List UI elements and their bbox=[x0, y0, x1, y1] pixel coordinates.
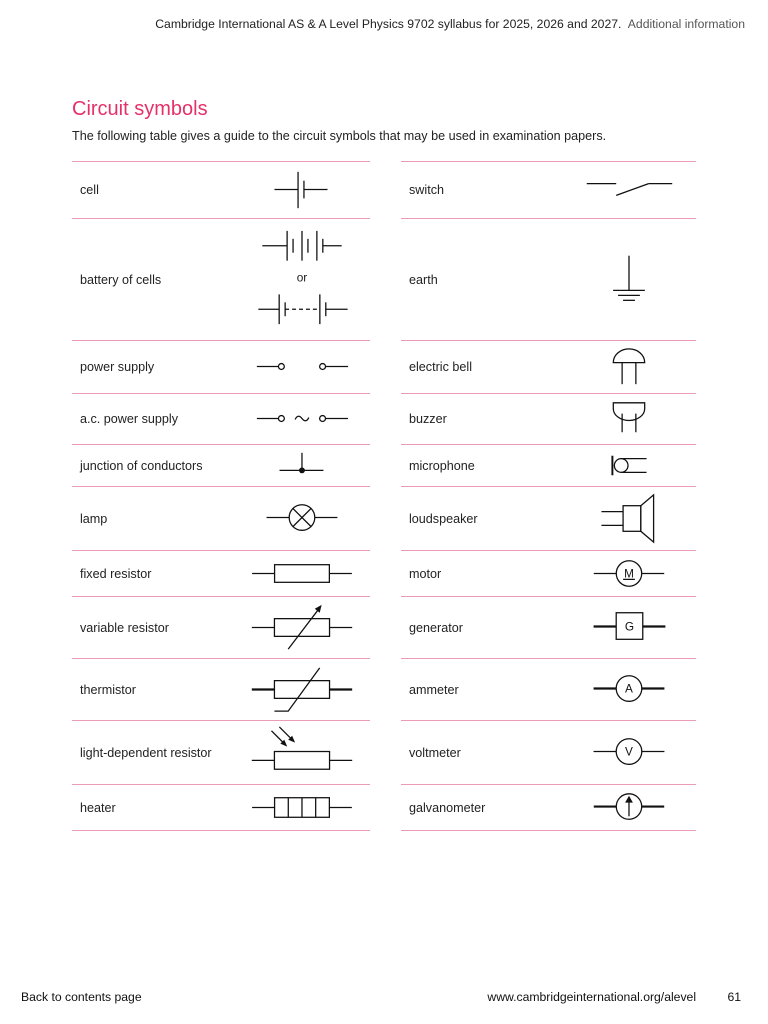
motor-icon bbox=[561, 551, 696, 596]
symbol-label: microphone bbox=[409, 458, 475, 473]
cell-icon bbox=[232, 162, 370, 218]
galvanometer-icon bbox=[561, 785, 696, 830]
symbol-label: voltmeter bbox=[409, 745, 461, 760]
footer-right bbox=[487, 990, 741, 1004]
table-row bbox=[72, 445, 370, 487]
lamp-icon bbox=[232, 487, 370, 550]
table-row bbox=[401, 445, 696, 487]
junction-icon bbox=[232, 445, 370, 486]
heater-icon bbox=[232, 785, 370, 830]
header-text: Cambridge International AS & A Level Physics 9702 syllabus for 2025, 2026 and 2027. bbox=[155, 17, 622, 31]
buzzer-icon bbox=[561, 394, 696, 444]
symbol-label: earth bbox=[409, 272, 438, 287]
battery-icon bbox=[232, 219, 370, 340]
back-to-contents-link[interactable]: Back to contents page bbox=[21, 990, 142, 1004]
page-number: 61 bbox=[727, 990, 741, 1004]
table-row bbox=[401, 785, 696, 831]
header-section: Additional information bbox=[627, 17, 745, 31]
ammeter-icon bbox=[561, 659, 696, 720]
symbol-label: power supply bbox=[80, 360, 155, 374]
motor-letter: M bbox=[624, 567, 634, 581]
fixed-resistor-icon bbox=[232, 551, 370, 596]
earth-icon bbox=[561, 219, 696, 340]
table-row bbox=[401, 162, 696, 219]
table-row bbox=[72, 162, 370, 219]
ac-power-supply-icon bbox=[232, 394, 370, 444]
symbol-label: cell bbox=[80, 183, 99, 197]
table-row bbox=[72, 394, 370, 445]
loudspeaker-icon bbox=[561, 487, 696, 550]
table-row bbox=[72, 219, 370, 341]
table-row bbox=[401, 394, 696, 445]
electric-bell-icon bbox=[561, 341, 696, 393]
power-supply-icon bbox=[232, 341, 370, 393]
symbol-label: loudspeaker bbox=[409, 511, 478, 526]
table-row bbox=[401, 597, 696, 659]
website-link[interactable]: www.cambridgeinternational.org/alevel bbox=[487, 990, 697, 1004]
table-row bbox=[401, 219, 696, 341]
symbol-label: switch bbox=[409, 183, 444, 197]
table-row bbox=[72, 551, 370, 597]
table-row bbox=[72, 597, 370, 659]
symbol-label: galvanometer bbox=[409, 800, 486, 815]
symbol-label: fixed resistor bbox=[80, 566, 152, 581]
voltmeter-letter: V bbox=[625, 744, 633, 759]
table-row bbox=[72, 487, 370, 551]
symbol-label: buzzer bbox=[409, 412, 447, 426]
symbol-label: battery of cells bbox=[80, 272, 162, 287]
table-row bbox=[72, 659, 370, 721]
intro-text: The following table gives a guide to the circuit symbols that may be used in examination papers. bbox=[72, 129, 607, 143]
symbol-label: electric bell bbox=[409, 360, 472, 374]
table-row bbox=[401, 551, 696, 597]
ldr-icon bbox=[232, 721, 370, 784]
table-row bbox=[401, 487, 696, 551]
or-text: or bbox=[296, 270, 308, 285]
microphone-icon bbox=[561, 445, 696, 486]
symbol-label: a.c. power supply bbox=[80, 412, 179, 426]
generator-letter: G bbox=[624, 619, 635, 634]
symbol-label: junction of conductors bbox=[80, 458, 203, 473]
table-row bbox=[72, 785, 370, 831]
table-row bbox=[72, 721, 370, 785]
voltmeter-icon bbox=[561, 721, 696, 784]
generator-icon bbox=[561, 597, 696, 658]
variable-resistor-icon bbox=[232, 597, 370, 658]
symbols-table-right bbox=[401, 161, 696, 831]
table-row bbox=[401, 721, 696, 785]
symbol-label: lamp bbox=[80, 511, 108, 526]
running-header bbox=[155, 17, 745, 31]
thermistor-icon bbox=[232, 659, 370, 720]
symbol-label: light-dependent resistor bbox=[80, 745, 212, 760]
table-row bbox=[72, 341, 370, 394]
symbol-label: thermistor bbox=[80, 682, 136, 697]
symbols-table-left bbox=[72, 161, 370, 831]
symbol-label: ammeter bbox=[409, 682, 459, 697]
page-title: Circuit symbols bbox=[72, 98, 208, 120]
symbol-label: generator bbox=[409, 620, 463, 635]
ammeter-letter: A bbox=[625, 681, 633, 696]
switch-icon bbox=[561, 162, 696, 218]
table-row bbox=[401, 659, 696, 721]
symbol-label: heater bbox=[80, 800, 116, 815]
table-row bbox=[401, 341, 696, 394]
symbol-label: motor bbox=[409, 566, 442, 581]
symbol-label: variable resistor bbox=[80, 620, 169, 635]
